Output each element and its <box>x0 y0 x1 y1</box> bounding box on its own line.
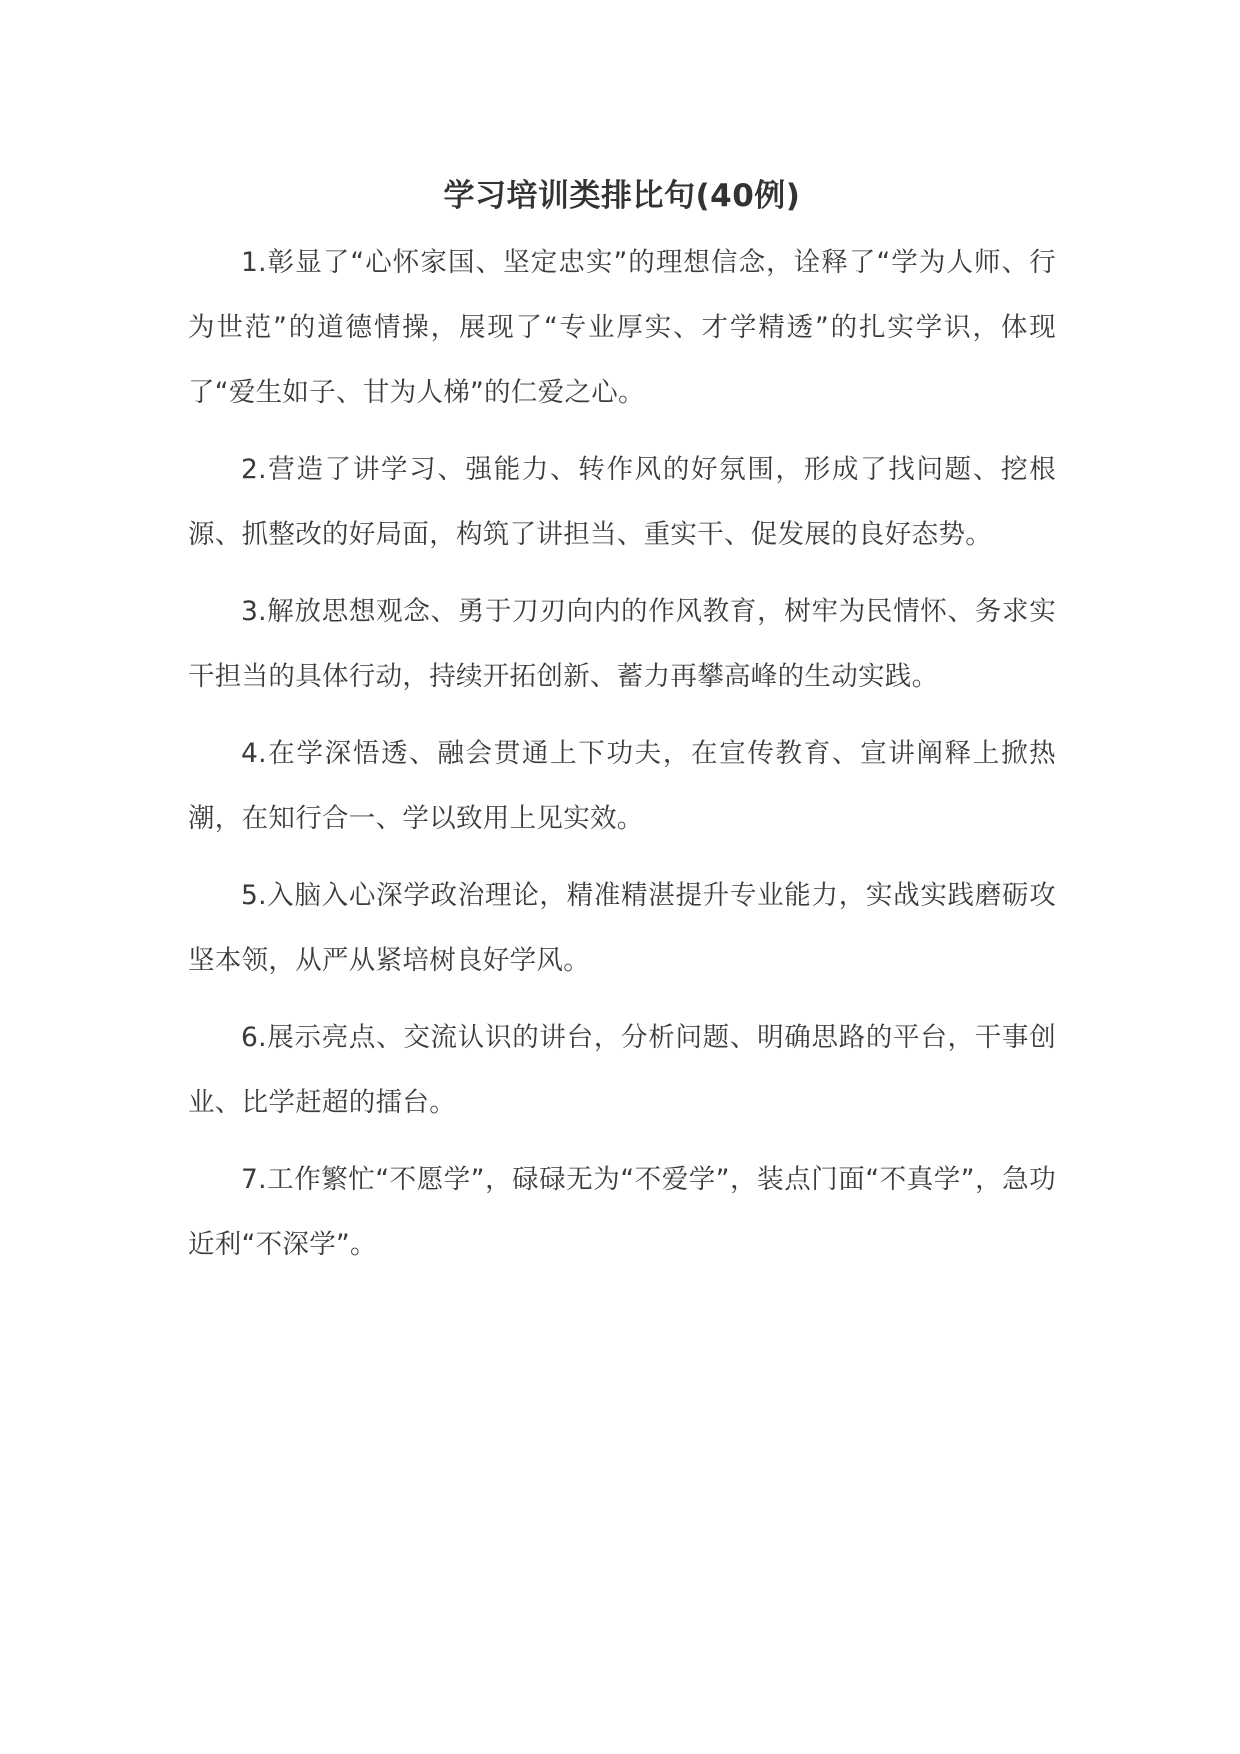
paragraph-5: 5.入脑入心深学政治理论，精准精湛提升专业能力，实战实践磨砺攻坚本领，从严从紧培树良好学风。 <box>188 880 1056 976</box>
document-title: 学习培训类排比句(40例) <box>443 178 801 214</box>
paragraph-3: 3.解放思想观念、勇于刀刃向内的作风教育，树牢为民情怀、务求实干担当的具体行动，持续开拓创新、蓄力再攀高峰的生动实践。 <box>188 596 1056 692</box>
paragraph-7: 7.工作繁忙“不愿学”，碌碌无为“不爱学”，装点门面“不真学”，急功近利“不深学”。 <box>188 1164 1056 1260</box>
paragraph-6: 6.展示亮点、交流认识的讲台，分析问题、明确思路的平台，干事创业、比学赶超的擂台。 <box>188 1022 1056 1118</box>
document-page <box>188 168 1056 1277</box>
paragraph-1: 1.彰显了“心怀家国、坚定忠实”的理想信念，诠释了“学为人师、行为世范”的道德情操，展现了“专业厚实、才学精透”的扎实学识，体现了“爱生如子、甘为人梯”的仁爱之心。 <box>188 247 1056 408</box>
paragraph-2: 2.营造了讲学习、强能力、转作风的好氛围，形成了找问题、挖根源、抓整改的好局面，构筑了讲担当、重实干、促发展的良好态势。 <box>188 454 1056 550</box>
paragraph-4: 4.在学深悟透、融会贯通上下功夫，在宣传教育、宣讲阐释上掀热潮，在知行合一、学以致用上见实效。 <box>188 738 1056 834</box>
